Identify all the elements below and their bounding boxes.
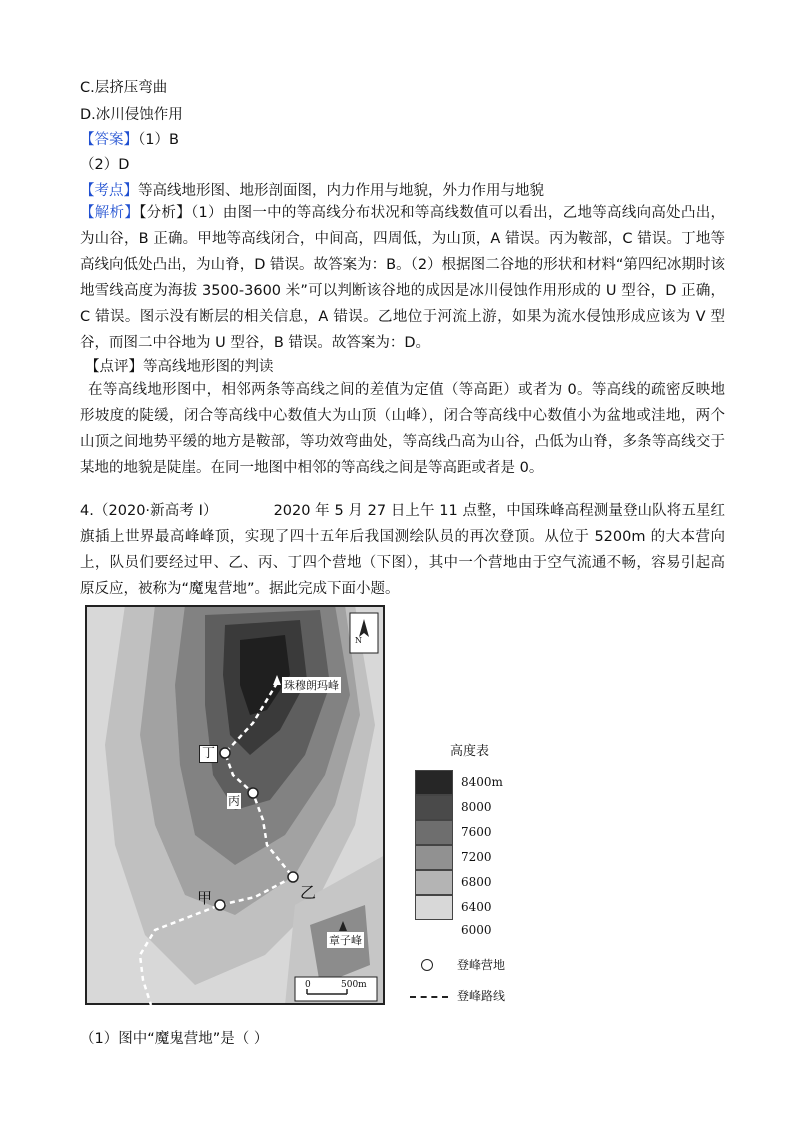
legend-label-7: 6000 (461, 923, 492, 937)
dianping-text: 在等高线地形图中，相邻两条等高线之间的差值为定值（等高距）或者为 0。等高线的疏密反映地形坡度的陡缓，闭合等高线中心数值大为山顶（山峰），闭合等高线中心数值小为盆地或洼地，两个山顶之间地势平缓的地方是鞍部，等功效弯曲处，等高线凸高为山谷，凸低为山脊，多条等高线交于某地的地貌是陡崖。在同一地图中相邻的等高线之间是等高距或者是 0。 (80, 382, 725, 476)
jiexi-paragraph (80, 200, 725, 356)
dianping-tag: 【点评】 (85, 359, 143, 375)
legend-swatch-3 (415, 820, 453, 845)
camp-jia: 甲 (197, 889, 213, 907)
option-c: C.层挤压弯曲 (80, 80, 168, 96)
legend-label-5: 6800 (461, 875, 492, 889)
jiexi-text: 【分析】（1）由图一中的等高线分布状况和等高线数值可以看出，乙地等高线向高处凸出，为山谷，B 正确。甲地等高线闭合，中间高，四周低，为山顶，A 错误。丙为鞍部，C 错误。丁地等高线向低处凸出，为山脊，D 错误。故答案为：B。（2）根据图二谷地的形状和材料“第四纪冰期时该地雪线高度为海拔 3500-3600 米”可以判断该谷地的成因是冰川侵蚀作用形成的 U 型谷，D 正确，C 错误。图示没有断层的相关信息，A 错误。乙地位于河流上游，如果为流水侵蚀形成应该为 V 型谷，而图二中谷地为 U 型谷，B 错误。故答案为：D。 (80, 205, 725, 351)
kaodian-text: 等高线地形图、地形剖面图，内力作用与地貌，外力作用与地貌 (138, 183, 544, 199)
camp-bing: 丙 (228, 794, 241, 808)
legend-swatch-6 (415, 895, 453, 920)
answer-line (80, 130, 179, 150)
option-d: D.冰川侵蚀作用 (80, 107, 183, 123)
dianping-line (85, 357, 274, 377)
zhangzi-label: 章子峰 (329, 934, 362, 947)
legend-label-2: 8000 (461, 800, 492, 814)
jiexi-tag: 【解析】 (80, 205, 140, 221)
route-legend-label: 登峰路线 (457, 989, 506, 1003)
scale-zero: 0 (305, 980, 311, 990)
map-legend (405, 740, 585, 1020)
scale-500: 500m (341, 980, 367, 990)
legend-swatch-1 (415, 770, 453, 795)
kaodian-tag: 【考点】 (80, 183, 138, 199)
legend-swatch-2 (415, 795, 453, 820)
topographic-map (85, 605, 385, 1005)
route-legend-icon (410, 996, 448, 998)
legend-swatch-4 (415, 845, 453, 870)
legend-swatch-5 (415, 870, 453, 895)
north-label: N (355, 636, 362, 645)
legend-label-3: 7600 (461, 825, 492, 839)
camp-legend-label: 登峰营地 (457, 958, 506, 972)
question-4-sub1: （1）图中“魔鬼营地”是（ ） (80, 1031, 269, 1047)
question-4-text: 2020 年 5 月 27 日上午 11 点整，中国珠峰高程测量登山队将五星红旗插上世界最高峰峰顶，实现了四十五年后我国测绘队员的再次登顶。从位于 5200m 的大本营向上，队员们要经过甲、乙、丙、丁四个营地（下图），其中一个营地由于空气流通不畅，容易引起高原反应，被称为“魔鬼营地”。据此完成下面小题。 (80, 503, 725, 597)
answer-2: （2）D (80, 157, 130, 173)
question-4 (80, 498, 725, 602)
answer-1: （1）B (138, 132, 179, 148)
answer-tag: 【答案】 (80, 132, 138, 148)
kaodian-line (80, 181, 544, 201)
legend-label-1: 8400m (461, 775, 503, 789)
camp-legend-icon (421, 959, 433, 971)
peak-label: 珠穆朗玛峰 (284, 679, 339, 692)
camp-yi: 乙 (300, 883, 317, 902)
dianping-title: 等高线地形图的判读 (143, 359, 274, 375)
question-4-number: 4.（2020·新高考 I） (80, 503, 218, 519)
legend-label-6: 6400 (461, 900, 492, 914)
legend-label-4: 7200 (461, 850, 492, 864)
legend-title: 高度表 (450, 744, 490, 759)
camp-ding: 丁 (199, 745, 218, 763)
